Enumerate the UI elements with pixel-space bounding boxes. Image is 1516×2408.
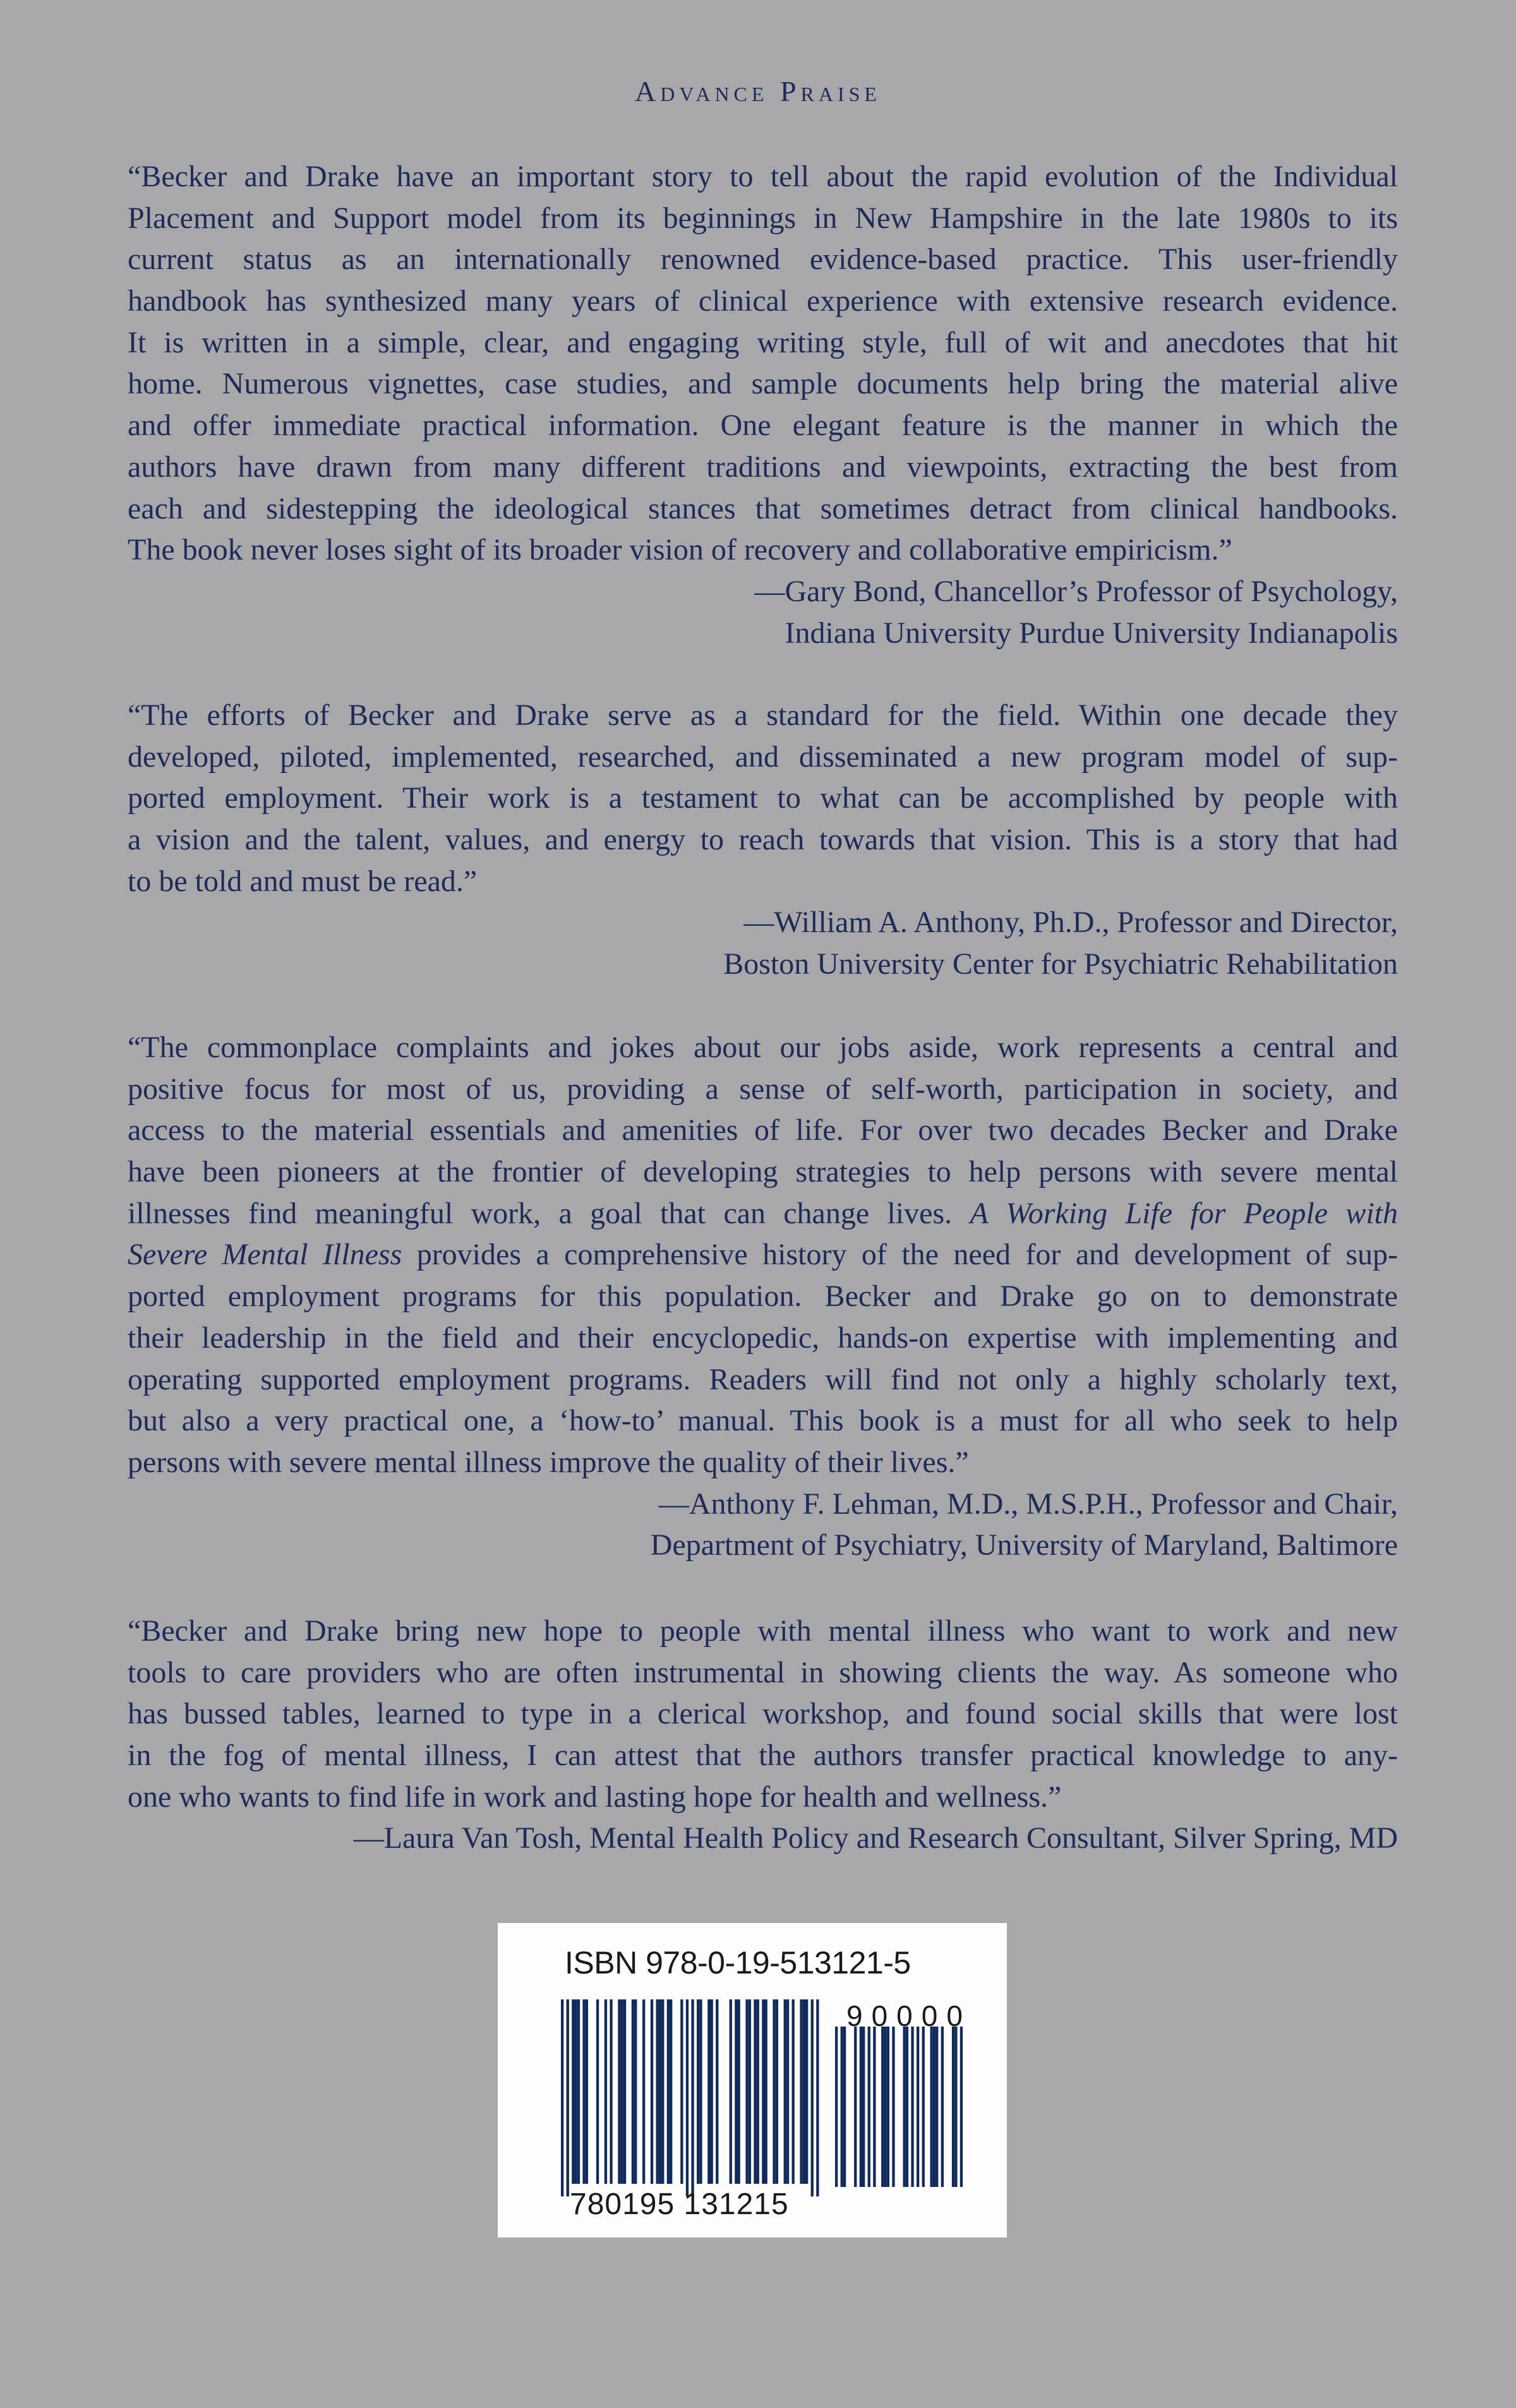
quote-line xyxy=(128,280,1398,322)
quote-attribution: —Laura Van Tosh, Mental Health Policy and Research Consultant, Silver Spring, MD xyxy=(353,1821,1398,1855)
quote-line xyxy=(128,322,1398,364)
praise-quote-laura-van-tosh xyxy=(128,1610,1398,1859)
barcode-bar xyxy=(776,1999,778,2184)
barcode-bar xyxy=(786,1999,789,2184)
barcode-bar xyxy=(745,1999,748,2184)
barcode-bar xyxy=(738,1999,740,2184)
barcode-bar xyxy=(605,1999,607,2184)
quote-line-text: illnesses find meaningful work, a goal that can change lives. A Working Life for People with xyxy=(128,1196,1399,1230)
barcode-bar xyxy=(884,2027,886,2187)
quote-line xyxy=(128,1069,1398,1110)
quote-line-text: and offer immediate practical information. One elegant feature is the manner in which the xyxy=(128,409,1398,443)
praise-quote-anthony-lehman xyxy=(128,1027,1398,1566)
quote-line xyxy=(128,1610,1398,1652)
quote-line-text: handbook has synthesized many years of clinical experience with extensive research evidence. xyxy=(128,284,1398,318)
barcode-bar xyxy=(881,2027,884,2187)
barcode-bar xyxy=(651,1999,653,2184)
barcode-bar xyxy=(621,1999,623,2184)
quote-line xyxy=(128,1276,1398,1317)
quote-attribution: Boston University Center for Psychiatric Rehabilitation xyxy=(723,947,1398,981)
quote-line xyxy=(128,1652,1398,1694)
quote-line-text: to be told and must be read.” xyxy=(128,864,478,898)
quote-line xyxy=(128,446,1398,488)
quote-attribution: Indiana University Purdue University Indianapolis xyxy=(785,616,1398,650)
barcode-bar xyxy=(792,1999,795,2184)
quote-attribution: —William A. Anthony, Ph.D., Professor and Director, xyxy=(743,906,1398,940)
quote-line-text: positive focus for most of us, providing a sense of self-worth, participation in society, and xyxy=(128,1072,1398,1106)
quote-line xyxy=(128,1151,1398,1193)
quote-line xyxy=(128,363,1398,405)
quote-line-text: ported employment programs for this population. Becker and Drake go on to demonstrate xyxy=(128,1279,1398,1314)
quote-line xyxy=(128,1693,1398,1735)
quote-line xyxy=(128,405,1398,446)
barcode-bar xyxy=(686,1999,689,2196)
barcode-bar xyxy=(661,1999,664,2184)
barcode-bar xyxy=(843,2027,846,2187)
barcode-bar xyxy=(860,2027,862,2187)
quote-line-text: It is written in a simple, clear, and engaging writing style, full of wit and anecdotes that hit xyxy=(128,325,1398,359)
barcode-bar xyxy=(903,2027,906,2187)
barcode-bar xyxy=(730,1999,732,2184)
barcode-bar xyxy=(596,1999,599,2184)
barcode-bar xyxy=(749,1999,751,2184)
quote-attribution: —Anthony F. Lehman, M.D., M.S.P.H., Professor and Chair, xyxy=(658,1487,1398,1521)
quote-line-text: “Becker and Drake have an important story to tell about the rapid evolution of the Individual xyxy=(128,160,1398,193)
barcode-bar xyxy=(610,1999,612,2184)
quote-line-text: each and sidestepping the ideological stances that sometimes detract from clinical handbooks. xyxy=(128,491,1398,525)
barcode-bar xyxy=(935,2027,938,2187)
quote-line-text: Severe Mental Illness provides a comprehensive history of the need for and development of sup- xyxy=(128,1238,1398,1272)
quote-line-text: a vision and the talent, values, and energy to reach towards that vision. This is a story that had xyxy=(128,823,1398,857)
barcode-ean-digits: 780195 131215 xyxy=(570,2188,789,2221)
barcode-bar xyxy=(773,1999,775,2184)
quote-line-text: ported employment. Their work is a testament to what can be accomplished by people with xyxy=(128,781,1398,815)
quote-line-text: current status as an internationally renowned evidence-based practice. This user-friendly xyxy=(128,243,1398,277)
barcode-bar xyxy=(892,2027,894,2187)
barcode-bar xyxy=(800,1999,802,2184)
praise-quote-william-anthony xyxy=(128,695,1398,985)
barcode-bar xyxy=(868,2027,870,2187)
quote-line-text: persons with severe mental illness improve the quality of their lives.” xyxy=(128,1445,969,1479)
barcode-bar xyxy=(634,1999,637,2184)
barcode-bar xyxy=(854,2027,857,2187)
quote-line xyxy=(128,819,1398,861)
barcode-bar xyxy=(933,2027,935,2187)
quote-line-text: has bussed tables, learned to type in a clerical workshop, and found social skills that were lost xyxy=(128,1697,1398,1731)
barcode-bar xyxy=(667,1999,670,2184)
barcode-bar xyxy=(697,1999,699,2184)
quote-line-text: their leadership in the field and their encyclopedic, hands-on expertise with implementing and xyxy=(128,1321,1398,1355)
quote-line xyxy=(128,1317,1398,1359)
quote-line xyxy=(128,1027,1398,1069)
barcode-bar xyxy=(803,1999,805,2184)
quote-line-text: in the fog of mental illness, I can attest that the authors transfer practical knowledge to any- xyxy=(128,1739,1398,1773)
barcode-bar xyxy=(691,1999,694,2196)
barcode-bar xyxy=(567,1999,569,2196)
quote-line xyxy=(128,1776,1398,1818)
barcode-bar xyxy=(835,2027,838,2187)
section-heading-advance-praise: Advance Praise xyxy=(635,75,881,107)
barcode-bar xyxy=(632,1999,634,2184)
quote-line xyxy=(128,1442,1398,1483)
quote-line xyxy=(128,695,1398,736)
book-title-italic: A Working Life for People with xyxy=(970,1196,1399,1230)
barcode-bar xyxy=(841,2027,843,2187)
barcode-bar xyxy=(954,2027,957,2187)
quote-line xyxy=(128,529,1398,571)
quote-line xyxy=(128,861,1398,902)
barcode-bar xyxy=(762,1999,764,2184)
quote-line xyxy=(128,1359,1398,1401)
barcode-bar xyxy=(765,1999,767,2184)
barcode-bar xyxy=(941,2027,944,2187)
barcode-bar xyxy=(618,1999,620,2184)
quote-line-text: The book never loses sight of its broader vision of recovery and collaborative empiricism.” xyxy=(128,533,1232,567)
quote-line xyxy=(128,1234,1398,1276)
praise-quote-gary-bond xyxy=(128,156,1398,654)
barcode-bar xyxy=(680,1999,683,2184)
quote-attribution: —Gary Bond, Chancellor’s Professor of Psychology, xyxy=(754,574,1398,608)
barcode-bar xyxy=(930,2027,933,2187)
barcode-bar xyxy=(670,1999,672,2184)
barcode-bar xyxy=(642,1999,645,2184)
barcode-bar xyxy=(575,1999,577,2184)
barcode-bar xyxy=(577,1999,580,2184)
barcode-bar xyxy=(805,1999,808,2184)
quote-line xyxy=(128,1735,1398,1776)
barcode-bar xyxy=(754,1999,756,2184)
quote-line xyxy=(128,488,1398,530)
barcode-bar xyxy=(757,1999,759,2184)
quote-line-text: home. Numerous vignettes, case studies, and sample documents help bring the material alive xyxy=(128,367,1398,401)
barcode-bar xyxy=(716,1999,718,2184)
barcode-bar xyxy=(960,2027,963,2187)
quote-line-text: “The commonplace complaints and jokes about our jobs aside, work represents a central and xyxy=(128,1031,1398,1064)
quote-line xyxy=(128,239,1398,280)
book-title-italic: Severe Mental Illness xyxy=(128,1238,402,1272)
quote-line xyxy=(128,1193,1398,1235)
barcode-bar xyxy=(922,2027,925,2187)
quote-line-text: “Becker and Drake bring new hope to people with mental illness who want to work and new xyxy=(128,1614,1398,1648)
quote-line xyxy=(128,736,1398,778)
barcode-bar xyxy=(623,1999,626,2184)
barcode-bar xyxy=(917,2027,919,2187)
quote-line-text: but also a very practical one, a ‘how-to’ manual. This book is a must for all who seek to help xyxy=(128,1404,1398,1438)
quote-line-text: “The efforts of Becker and Drake serve as a standard for the field. Within one decade they xyxy=(128,698,1398,732)
quote-line xyxy=(128,777,1398,819)
barcode-bar xyxy=(911,2027,913,2187)
quote-attribution: Department of Psychiatry, University of Maryland, Baltimore xyxy=(650,1528,1398,1562)
quote-line-text: developed, piloted, implemented, researched, and disseminated a new program model of sup- xyxy=(128,740,1398,774)
quote-line-text: operating supported employment programs. Readers will find not only a highly scholarly text, xyxy=(128,1362,1398,1396)
quote-line-text: tools to care providers who are often instrumental in showing clients the way. As someone who xyxy=(128,1655,1398,1689)
quote-line-text: authors have drawn from many different traditions and viewpoints, extracting the best from xyxy=(128,450,1398,484)
barcode-bar xyxy=(707,1999,710,2184)
barcode-bar xyxy=(873,2027,875,2187)
quote-line-text: Placement and Support model from its beginnings in New Hampshire in the late 1980s to its xyxy=(128,201,1398,235)
quote-line-text: have been pioneers at the frontier of developing strategies to help persons with severe mental xyxy=(128,1155,1398,1189)
isbn-label: ISBN 978-0-19-513121-5 xyxy=(565,1945,911,1980)
isbn-barcode-box xyxy=(498,1923,1007,2237)
barcode-bar xyxy=(735,1999,737,2184)
barcode-bar xyxy=(811,1999,814,2196)
barcode-bar xyxy=(572,1999,574,2184)
quote-line-text: one who wants to find life in work and lasting hope for health and wellness.” xyxy=(128,1780,1062,1814)
barcode-bar xyxy=(699,1999,702,2184)
barcode-bar xyxy=(816,1999,819,2196)
quote-line xyxy=(128,198,1398,239)
barcode-bar xyxy=(711,1999,713,2184)
barcode-addon-digits: 90000 xyxy=(846,1999,972,2032)
barcode-bar xyxy=(656,1999,659,2184)
barcode-bar xyxy=(582,1999,585,2184)
quote-line xyxy=(128,1110,1398,1151)
barcode-bar xyxy=(862,2027,865,2187)
barcode-bar xyxy=(586,1999,588,2184)
quote-line xyxy=(128,156,1398,198)
barcode-bar xyxy=(561,1999,563,2196)
quote-line xyxy=(128,1400,1398,1442)
barcode-bar xyxy=(659,1999,661,2184)
barcode-bar xyxy=(887,2027,889,2187)
barcode-bar xyxy=(952,2027,954,2187)
quote-line-text: access to the material essentials and amenities of life. For over two decades Becker and Drake xyxy=(128,1113,1398,1147)
barcode-bar xyxy=(906,2027,908,2187)
barcode-bar xyxy=(784,1999,786,2184)
